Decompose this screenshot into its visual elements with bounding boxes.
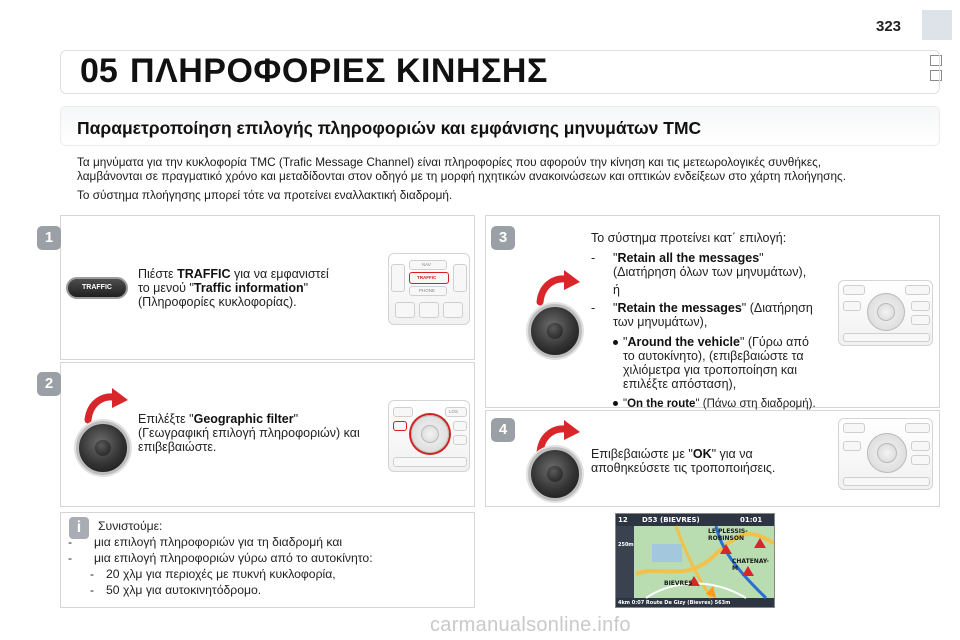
- intro-line-3: Το σύστημα πλοήγησης μπορεί τότε να προτείνει εναλλακτική διαδρομή.: [77, 188, 453, 202]
- intro-line-2: λαμβάνονται σε πραγματικό χρόνο και μεταδίδονται στον οδηγό με τη μορφή ηχητικών ανακοινώσεων και οπτικών ενδείξεων στο χάρτη πλοήγησης.: [77, 169, 846, 183]
- rotary-knob[interactable]: [528, 304, 582, 358]
- step-1-badge: 1: [37, 226, 61, 250]
- watermark: carmanualsonline.info: [430, 614, 631, 636]
- rotate-arrow-icon: [84, 388, 128, 424]
- intro-line-1: Τα μηνύματα για την κυκλοφορία TMC (Trafic Message Channel) είναι πληροφορίες που αφορούν την κίνηση και τις μετεωρολογικές συνθήκες,: [77, 155, 822, 169]
- console-image-3: [838, 280, 933, 346]
- step-2-text: Επιλέξτε "Geographic filter" (Γεωγραφική επιλογή πληροφοριών) και επιβεβαιώστε.: [138, 412, 360, 454]
- bullet-icon: [613, 340, 618, 345]
- traffic-button[interactable]: TRAFFIC: [66, 277, 128, 299]
- step-3-text: Το σύστημα προτείνει κατ΄ επιλογή: - "Retain all the messages" (Διατήρηση όλων των μηνυμάτων), ή - "Retain the messages" (Διατήρηση των μηνυμάτων), "Around the vehicle" (Γύρω από το αυτοκίνητο), (επιβεβαιώστε τα χιλιόμετρα για τροποποίηση και επιλέξτε απόσταση), "On the route" (Πάνω στη διαδρομή).: [591, 231, 816, 410]
- step-1-text: Πιέστε TRAFFIC για να εμφανιστεί το μενού "Traffic information" (Πληροφορίες κυκλοφορίας).: [138, 267, 329, 309]
- tab-square-icon: [930, 70, 942, 81]
- chapter-title: ΠΛΗΡΟΦΟΡΙΕΣ ΚΙΝΗΣΗΣ: [130, 52, 548, 90]
- info-icon: i: [69, 517, 89, 539]
- tab-square-icon: [930, 55, 942, 66]
- bullet-icon: [613, 401, 618, 406]
- step-3-badge: 3: [491, 226, 515, 250]
- corner-tab: [922, 10, 952, 40]
- console-image-4: [838, 418, 933, 490]
- navigation-map: 12 D53 (BIEVRES) 01:01 LE PLESSIS-ROBINSON CHATENAY-M BIEVRES 250m 4km 0:07 Route De Gizy (Bievres) 563m: [615, 513, 775, 608]
- rotate-arrow-icon: [536, 270, 580, 306]
- chapter-number: 05: [80, 52, 118, 90]
- step-4-badge: 4: [491, 418, 515, 442]
- rotary-knob[interactable]: [76, 421, 130, 475]
- rotary-knob[interactable]: [528, 447, 582, 501]
- step-4-text: Επιβεβαιώστε με "OK" για να αποθηκεύσετε τις τροποποιήσεις.: [591, 447, 776, 475]
- info-text: Συνιστούμε: - μια επιλογή πληροφοριών για τη διαδρομή και - μια επιλογή πληροφοριών γύρω από το αυτοκίνητο: - 20 χλμ για περιοχές με πυκνή κυκλοφορία, - 50 χλμ για αυτοκινητόδρομο.: [68, 519, 373, 597]
- console-image-2: LOS: [388, 400, 470, 472]
- console-image-1: NAV TRAFFIC PHONE: [388, 253, 470, 325]
- page-number: 323: [876, 18, 902, 35]
- step-2-badge: 2: [37, 372, 61, 396]
- section-title: Παραμετροποίηση επιλογής πληροφοριών και εμφάνισης μηνυμάτων TMC: [77, 118, 702, 138]
